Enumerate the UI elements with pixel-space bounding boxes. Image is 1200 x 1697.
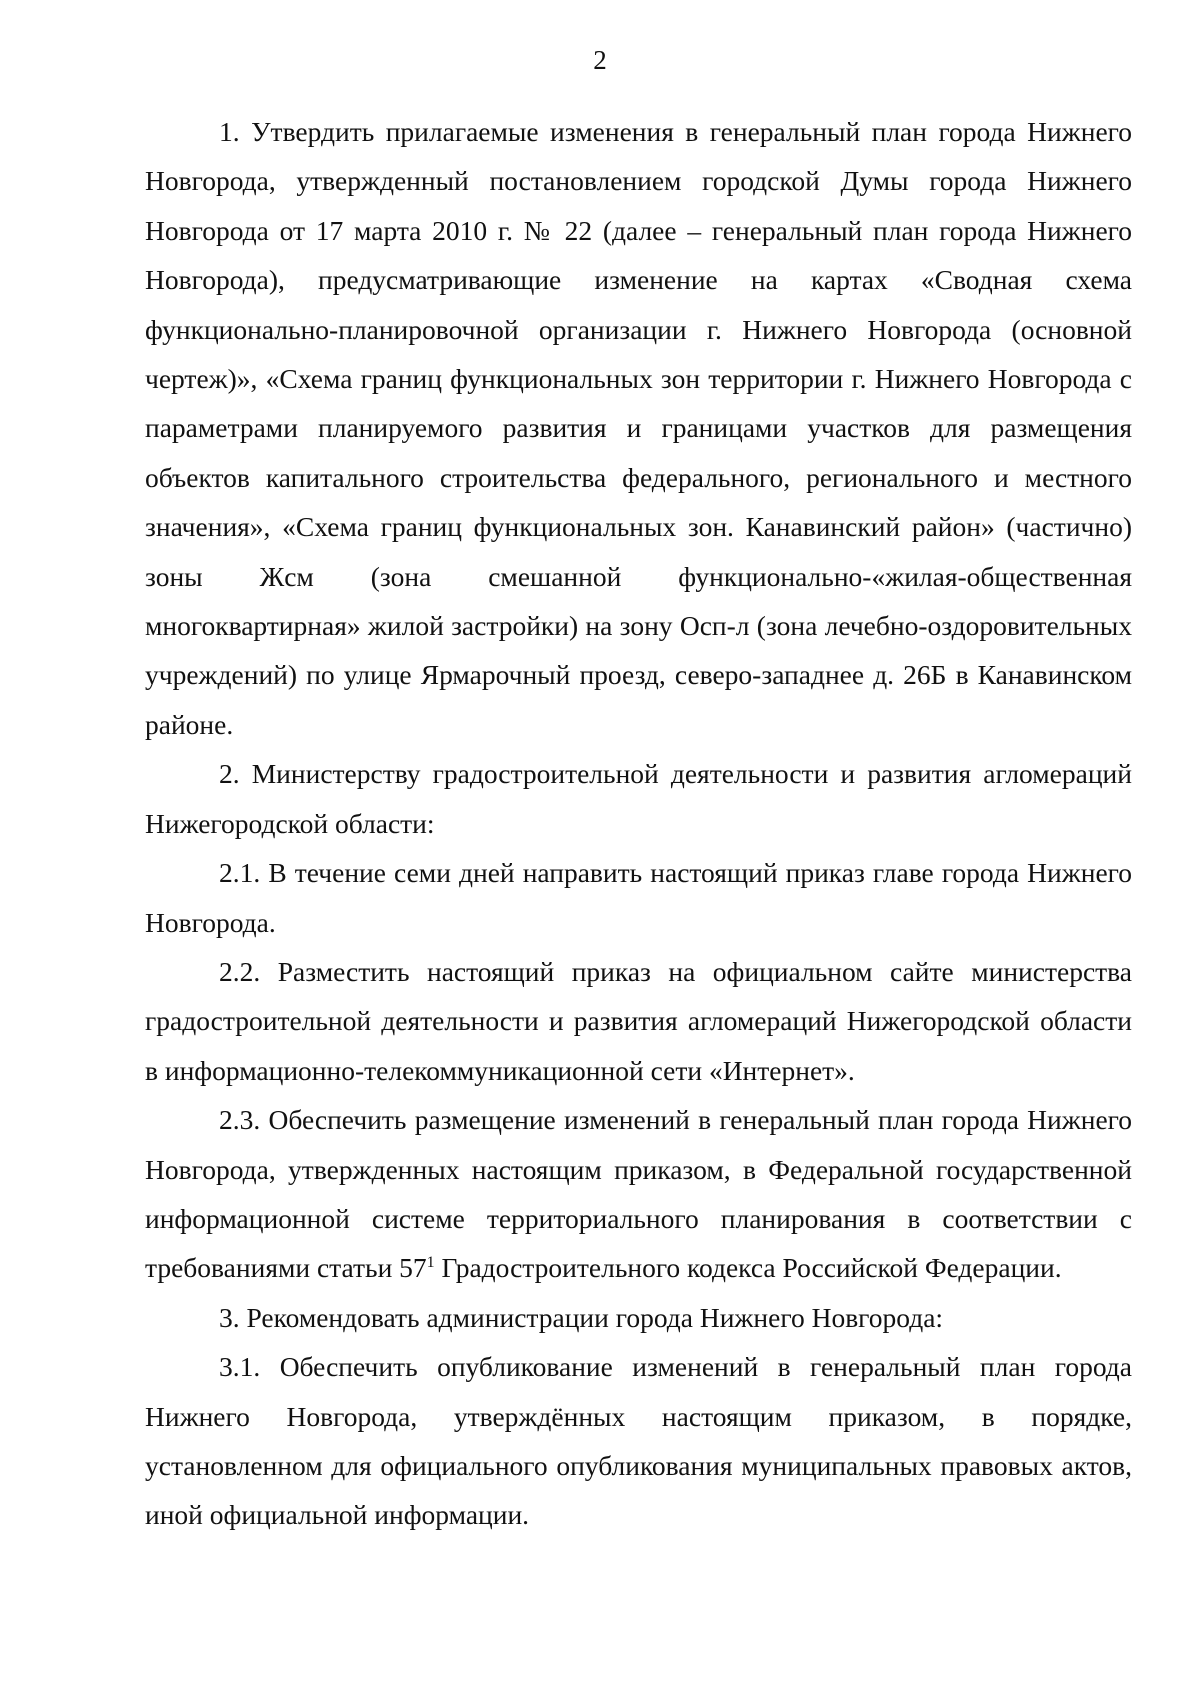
page-number: 2 [593, 45, 607, 75]
paragraph-3: 3. Рекомендовать администрации города Нижнего Новгорода: [219, 1301, 944, 1333]
paragraph-2-1: 2.1. В течение семи дней направить настоящий приказ главе города Нижнего Новгорода. [145, 857, 1132, 938]
paragraph-2-3 [145, 1095, 1132, 1293]
paragraph-2-3-text-after: Градостроительного кодекса Российской Федерации. [434, 1252, 1062, 1284]
paragraph-3-1: 3.1. Обеспечить опубликование изменений в генеральный план города Нижнего Новгорода, утверждённых настоящим приказом, в порядке, установленном для официального опубликования муниципальных правовых актов, иной официальной информации. [145, 1351, 1132, 1531]
paragraph-2-3-text-before: 2.3. Обеспечить размещение изменений в генеральный план города Нижнего Новгорода, утвержденных настоящим приказом, в Федеральной государственной информационной системе территориального планирования в соответствии с требованиями статьи 57 [145, 1104, 1132, 1284]
document-body [145, 107, 1132, 1540]
paragraph-2: 2. Министерству градостроительной деятельности и развития агломераций Нижегородской области: [145, 758, 1132, 839]
article-superscript: 1 [426, 1254, 435, 1272]
paragraph-2-2: 2.2. Разместить настоящий приказ на официальном сайте министерства градостроительной деятельности и развития агломераций Нижегородской области в информационно-телекоммуникационной сети «Интернет». [145, 955, 1132, 1086]
paragraph-1: 1. Утвердить прилагаемые изменения в генеральный план города Нижнего Новгорода, утвержденный постановлением городской Думы города Нижнего Новгорода от 17 марта 2010 г. № 22 (далее – генеральный план города Нижнего Новгорода), предусматривающие изменение на картах «Сводная схема функционально-планировочной организации г. Нижнего Новгорода (основной чертеж)», «Схема границ функциональных зон территории г. Нижнего Новгорода с параметрами планируемого развития и границами участков для размещения объектов капитального строительства федерального, регионального и местного значения», «Схема границ функциональных зон. Канавинский район» (частично) зоны Жсм (зона смешанной функционально-«жилая-общественная многоквартирная» жилой застройки) на зону Осп-л (зона лечебно-оздоровительных учреждений) по улице Ярмарочный проезд, северо-западнее д. 26Б в Канавинском районе. [145, 116, 1132, 740]
